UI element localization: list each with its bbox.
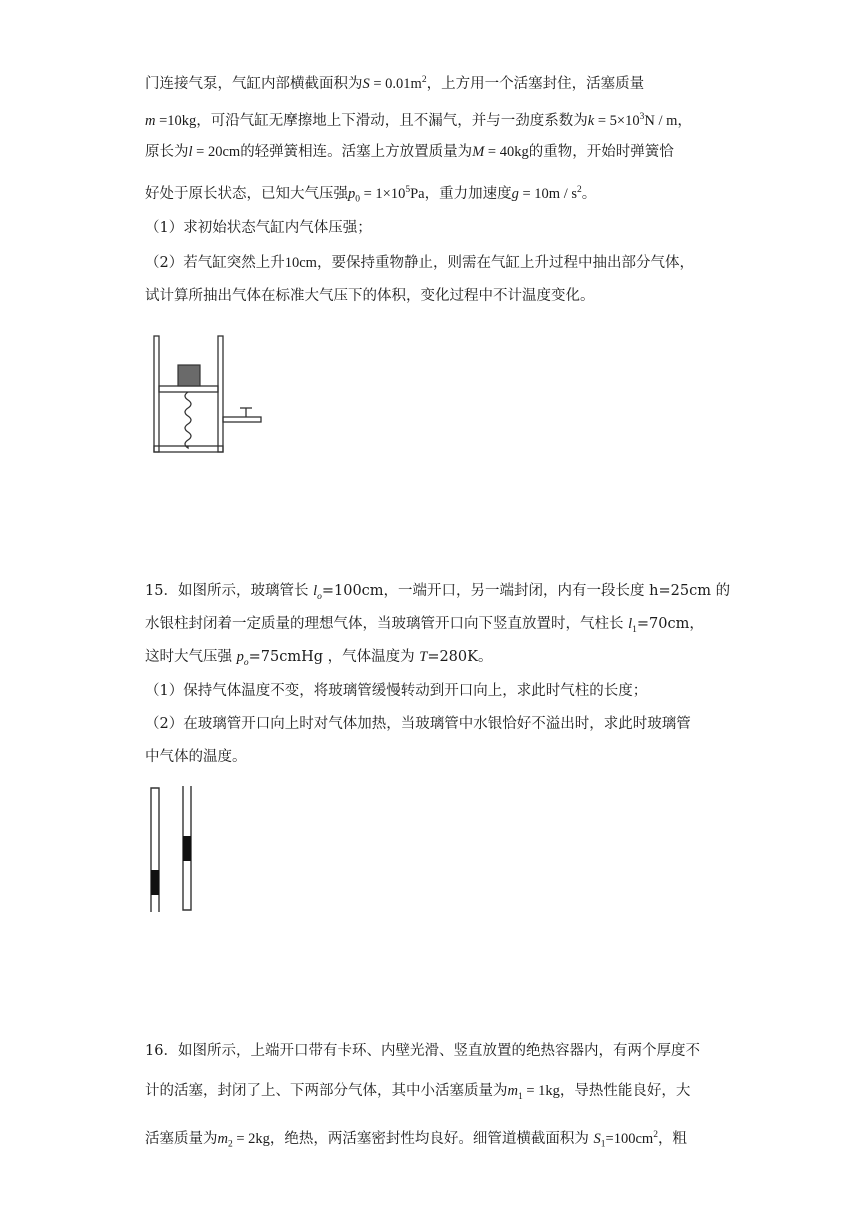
q15-subquestion-1: （1）保持气体温度不变，将玻璃管缓慢转动到开口向上，求此时气柱的长度； [145, 683, 648, 699]
piston [159, 386, 218, 392]
q15-line-1: 15．如图所示，玻璃管长 $l_o=100cm$，一端开口，另一端封闭，内有一段长度 h=25cm 的 [145, 583, 731, 602]
q14-line-2: m =10kg，可沿气缸无摩擦地上下滑动，且不漏气，并与一劲度系数为$k = 5\times 10^3N / m$， [145, 112, 692, 129]
cylinder-spring-diagram [148, 330, 278, 460]
mercury-column-down [151, 870, 159, 895]
cylinder-left-wall [154, 336, 159, 452]
q14-line-4: 好处于原长状态，已知大气压强$p_0 = 1\times 10^5Pa$，重力加速度$g = 10m / s^2$。 [145, 185, 597, 205]
mercury-column-up [183, 836, 191, 861]
q14-line-1: 门连接气泵，气缸内部横截面积为$S = 0.01m^2$，上方用一个活塞封住，活塞质量 [145, 75, 645, 92]
q15-line-3: 这时大气压强 $p_o=75cmHg$ ，气体温度为 T=280K。 [145, 649, 493, 668]
q16-line-3: 活塞质量为$m_2 = 2kg$，绝热，两活塞密封性均良好。细管道横截面积为 $S_1=100cm^2$，粗 [145, 1130, 687, 1150]
weight-block [178, 365, 200, 386]
q16-line-1: 16．如图所示，上端开口带有卡环、内壁光滑、竖直放置的绝热容器内，有两个厚度不 [145, 1043, 700, 1059]
spring [185, 392, 191, 448]
q15-subquestion-2-line-1: （2）在玻璃管开口向上时对气体加热，当玻璃管中水银恰好不溢出时，求此时玻璃管 [145, 716, 691, 732]
q14-line-3: 原长为l = 20cm的轻弹簧相连。活塞上方放置质量为M = 40kg的重物，开始时弹簧恰 [145, 144, 674, 160]
q15-line-2: 水银柱封闭着一定质量的理想气体，当玻璃管开口向下竖直放置时，气柱长 $l_1=70cm$， [145, 616, 704, 635]
side-pipe [223, 417, 261, 422]
glass-tubes-diagram [145, 784, 205, 914]
cylinder-right-wall [218, 336, 223, 452]
q14-subquestion-2-line-1: （2）若气缸突然上升10cm，要保持重物静止，则需在气缸上升过程中抽出部分气体， [145, 255, 694, 271]
q15-subquestion-2-line-2: 中气体的温度。 [145, 749, 247, 765]
q14-subquestion-1: （1）求初始状态气缸内气体压强； [145, 220, 372, 236]
q14-subquestion-2-line-2: 试计算所抽出气体在标准大气压下的体积，变化过程中不计温度变化。 [145, 288, 595, 304]
q16-line-2: 计的活塞，封闭了上、下两部分气体，其中小活塞质量为$m_1 = 1kg$，导热性能良好，大 [145, 1083, 691, 1102]
